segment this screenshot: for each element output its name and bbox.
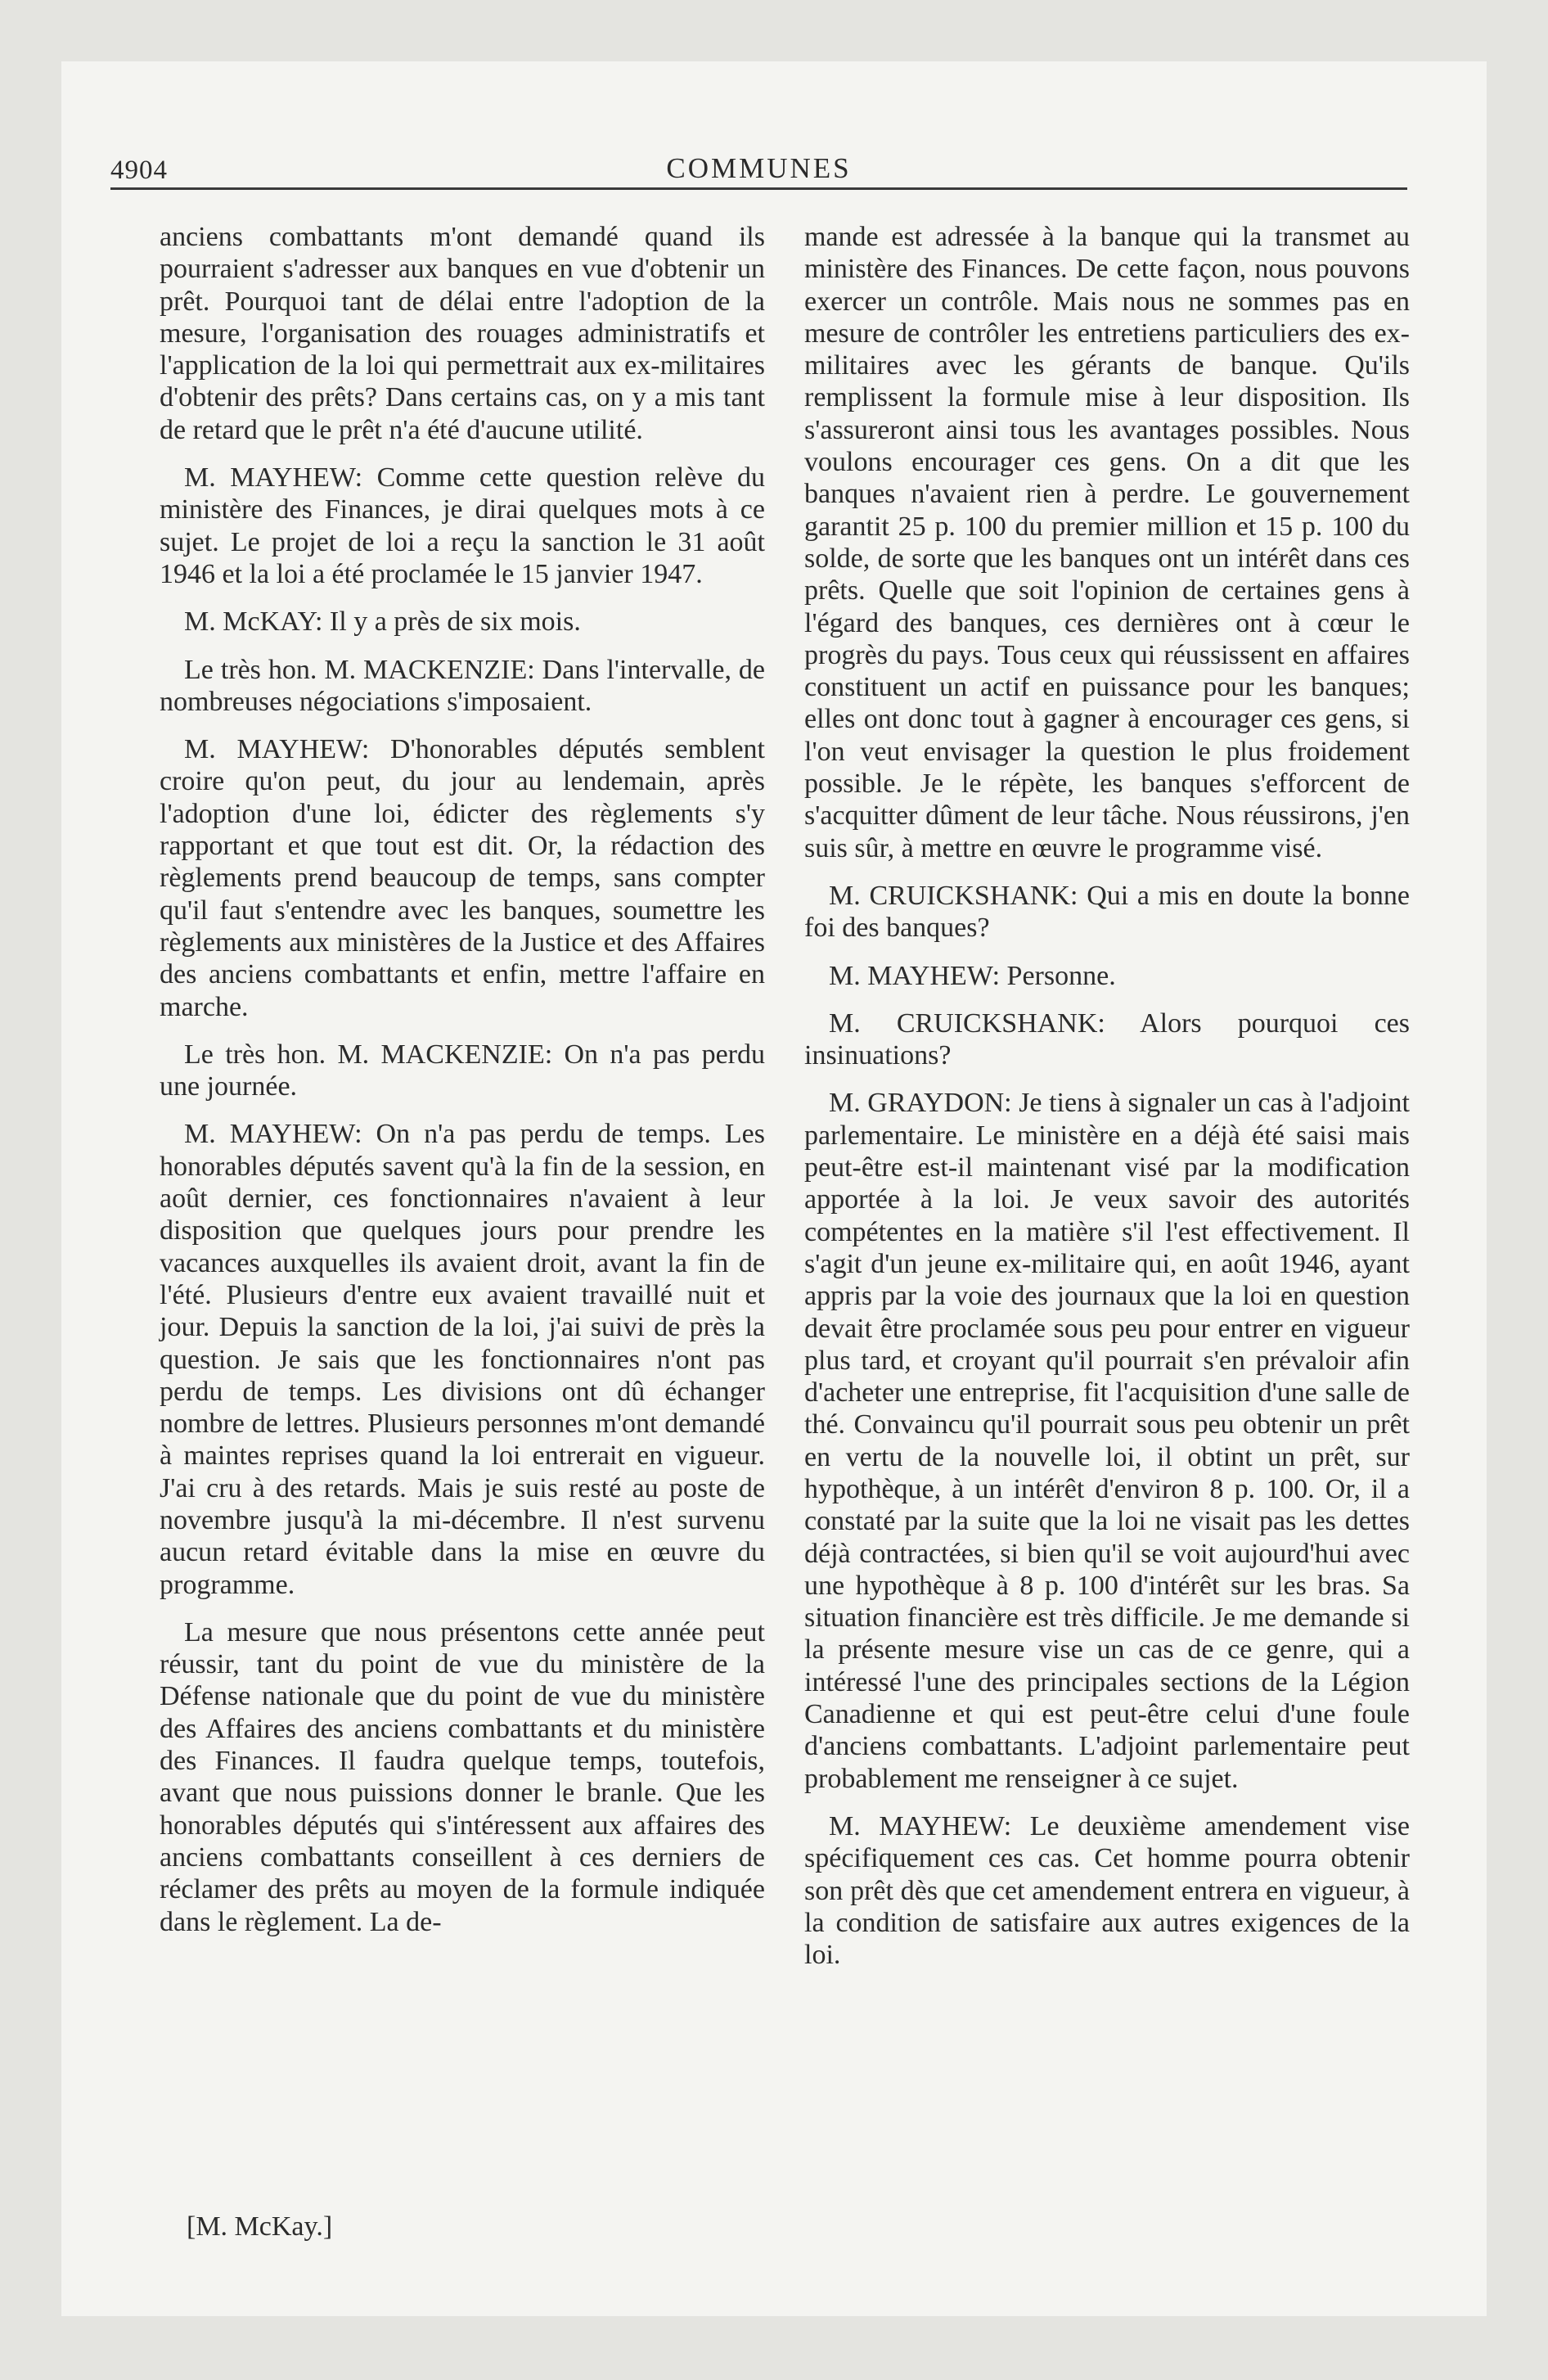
paragraph: M. GRAYDON: Je tiens à signaler un cas à l'adjoint parlementaire. Le ministère en a déjà été saisi mais peut-être est-il maintenant visé par la modification apportée à la loi. Je veux savoir des autorités compétentes en la matière s'il l'est effectivement. Il s'agit d'un jeune ex-militaire qui, en août 1946, ayant appris par la voie des journaux que la loi en question devait être proclamée sous peu pour entrer en vigueur plus tard, et croyant qu'il pourrait s'en prévaloir afin d'acheter une entreprise, fit l'acquisition d'une salle de thé. Convaincu qu'il pourrait sous peu obtenir un prêt en vertu de la nouvelle loi, il obtint un prêt, sur hypothèque, à un intérêt d'environ 8 p. 100. Or, il a constaté par la suite que la loi ne visait pas les dettes déjà contractées, si bien qu'il se voit aujourd'hui avec une hypothèque à 8 p. 100 d'intérêt sur les bras. Sa situation financière est très difficile. Je me demande si la présente mesure vise un cas de ce genre, qui a intéressé l'une des principales sections de la Légion Canadienne et qui est peut-être celui d'une foule d'anciens combattants. L'adjoint parlementaire peut probablement me renseigner à ce sujet. <box>804 1088 1410 1794</box>
page-header <box>110 98 1407 190</box>
paragraph: M. MAYHEW: Comme cette question relève du ministère des Finances, je dirai quelques mots à ce sujet. Le projet de loi a reçu la sanction le 31 août 1946 et la loi a été proclamée le 15 janvier 1947. <box>160 462 765 589</box>
paragraph: M. CRUICKSHANK: Qui a mis en doute la bonne foi des banques? <box>804 880 1410 944</box>
running-head: COMMUNES <box>666 152 852 184</box>
paragraph: M. MAYHEW: D'honorables députés semblent croire qu'on peut, du jour au lendemain, après l'adoption d'une loi, édicter des règlements s'y rapportant et que tout est dit. Or, la rédaction des règlements prend beaucoup de temps, sans compter qu'il faut s'entendre avec les banques, soumettre les règlements aux ministères de la Justice et des Affaires des anciens combattants et enfin, mettre l'affaire en marche. <box>160 734 765 1022</box>
header-rule <box>110 187 1407 190</box>
paragraph: M. CRUICKSHANK: Alors pourquoi ces insinuations? <box>804 1007 1410 1071</box>
right-column <box>804 221 1410 1986</box>
paragraph: Le très hon. M. MACKENZIE: On n'a pas perdu une journée. <box>160 1039 765 1102</box>
footer-speaker-note: [M. McKay.] <box>187 2211 333 2242</box>
paragraph: anciens combattants m'ont demandé quand ils pourraient s'adresser aux banques en vue d'obtenir un prêt. Pourquoi tant de délai entre l'adoption de la mesure, l'organisation des rouages administratifs et l'application de la loi qui permettrait aux ex-militaires d'obtenir des prêts? Dans certains cas, on y a mis tant de retard que le prêt n'a été d'aucune utilité. <box>160 222 765 445</box>
page-number: 4904 <box>110 156 168 185</box>
paragraph: La mesure que nous présentons cette année peut réussir, tant du point de vue du ministère de la Défense nationale que du point de vue du ministère des Affaires des anciens combattants et du ministère des Finances. Il faudra quelque temps, toutefois, avant que nous puissions donner le branle. Que les honorables députés qui s'intéressent aux affaires des anciens combattants conseillent à ces derniers de réclamer des prêts au moyen de la formule indiquée dans le règlement. La de- <box>160 1616 765 1937</box>
paragraph: M. McKAY: Il y a près de six mois. <box>184 606 581 638</box>
paragraph: M. MAYHEW: Le deuxième amendement vise spécifiquement ces cas. Cet homme pourra obtenir son prêt dès que cet amendement entrera en vigueur, à la condition de satisfaire aux autres exigences de la loi. <box>804 1810 1410 1971</box>
paragraph: Le très hon. M. MACKENZIE: Dans l'intervalle, de nombreuses négociations s'imposaient. <box>160 654 765 717</box>
left-column <box>160 221 765 1954</box>
paragraph: M. MAYHEW: Personne. <box>829 960 1116 991</box>
paragraph: M. MAYHEW: On n'a pas perdu de temps. Les honorables députés savent qu'à la fin de la session, en août dernier, ces fonctionnaires n'avaient à leur disposition que quelques jours pour prendre les vacances auxquelles ils avaient droit, avant la fin de l'été. Plusieurs d'entre eux avaient travaillé nuit et jour. Depuis la sanction de la loi, j'ai suivi de près la question. Je sais que les fonctionnaires n'ont pas perdu de temps. Les divisions ont dû échanger nombre de lettres. Plusieurs personnes m'ont demandé à maintes reprises quand la loi entrerait en vigueur. J'ai cru à des retards. Mais je suis resté au poste de novembre jusqu'à la mi-décembre. Il n'est survenu aucun retard évitable dans la mise en œuvre du programme. <box>160 1119 765 1600</box>
paragraph: mande est adressée à la banque qui la transmet au ministère des Finances. De cette façon, nous pouvons exercer un contrôle. Mais nous ne sommes pas en mesure de contrôler les entretiens particuliers des ex-militaires avec les gérants de banque. Qu'ils remplissent la formule mise à leur disposition. Ils s'assureront ainsi tous les avantages possibles. Nous voulons encourager ces gens. On a dit que les banques n'avaient rien à perdre. Le gouvernement garantit 25 p. 100 du premier million et 15 p. 100 du solde, de sorte que les banques ont un intérêt dans ces prêts. Quelle que soit l'opinion de certaines gens à l'égard des banques, ces dernières ont à cœur le progrès du pays. Tous ceux qui réussissent en affaires constituent un actif en puissance pour les banques; elles ont donc tout à gagner à encourager ces gens, si l'on veut envisager la question le plus froidement possible. Je le répète, les banques s'efforcent de s'acquitter dûment de leur tâche. Nous réussirons, j'en suis sûr, à mettre en œuvre le programme visé. <box>804 222 1410 863</box>
